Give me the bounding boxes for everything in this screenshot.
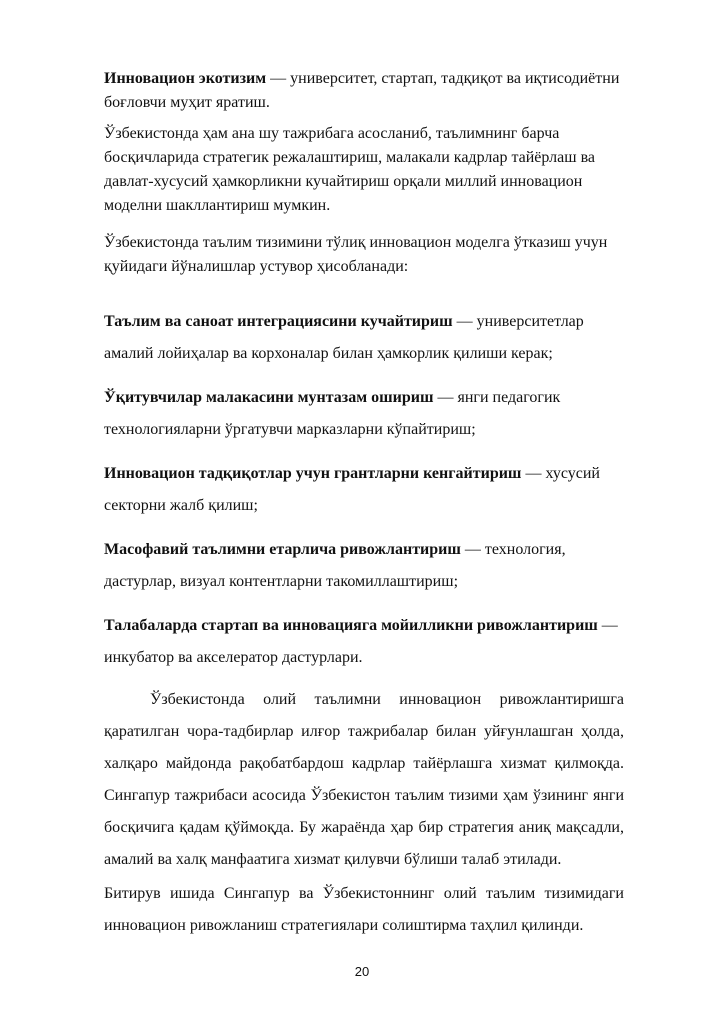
list-item-distance-learning xyxy=(104,534,624,598)
paragraph-text: Ўзбекистонда олий таълимни инновацион ривожлантиришга қаратилган чора-тадбирлар илғор тажрибалар билан уйғунлашган ҳолда, халқаро майдонда рақобатбардош кадрлар тайёрлашга хизмат қилмоқда. Сингапур тажрибаси асосида Ўзбекистон таълим тизими ҳам ўзининг янги босқичига қадам қўймоқда. Бу жараёнда ҳар бир стратегия аниқ мақсадли, амалий ва халқ манфаатига хизмат қилувчи бўлиши талаб этилади. xyxy=(104,691,624,868)
bold-term: Масофавий таълимни етарлича ривожлантириш xyxy=(104,541,461,558)
list-item-startup-innovation xyxy=(104,610,624,674)
page-number: 20 xyxy=(354,964,370,979)
paragraph-text: — технология, дастурлар, визуал контентларни такомиллаштириш; xyxy=(104,541,566,590)
list-item-teacher-qualification xyxy=(104,382,624,446)
paragraph-text: Битирув ишида Сингапур ва Ўзбекистоннинг олий таълим тизимидаги инновацион ривожланиш стратегиялари солиштирма таҳлил қилинди. xyxy=(104,885,624,934)
paragraph-text: Ўзбекистонда таълим тизимини тўлиқ инновацион моделга ўтказиш учун қуйидаги йўналишлар устувор ҳисобланади: xyxy=(104,234,608,275)
paragraph-text: Ўзбекистонда ҳам ана шу тажрибага асосланиб, таълимнинг барча босқичларида стратегик режалаштириш, малакали кадрлар тайёрлаш ва давлат-хусусий ҳамкорликни кучайтириш орқали миллий инновацион моделни шакллантириш мумкин. xyxy=(104,125,596,214)
paragraph-text: — хусусий секторни жалб қилиш; xyxy=(104,465,600,514)
bold-term: Инновацион тадқиқотлар учун грантларни кенгайтириш xyxy=(104,465,522,482)
paragraph-text: — янги педагогик технологияларни ўргатувчи марказларни кўпайтириш; xyxy=(104,389,561,438)
paragraph-thesis-analysis xyxy=(104,878,624,942)
bold-term: Таълим ва саноат интеграциясини кучайтириш xyxy=(104,313,453,330)
paragraph-priority-directions xyxy=(104,231,624,279)
bold-term: Ўқитувчилар малакасини мунтазам ошириш xyxy=(104,389,434,406)
paragraph-innovation-ecosystem xyxy=(104,67,624,115)
list-item-education-industry xyxy=(104,306,624,370)
bold-term: Талабаларда стартап ва инновацияга мойилликни ривожлантириш xyxy=(104,617,598,634)
paragraph-uzbekistan-experience xyxy=(104,122,624,218)
paragraph-text: — университетлар амалий лойиҳалар ва корхоналар билан ҳамкорлик қилиши керак; xyxy=(104,313,584,362)
bold-term: Инновацион экотизим xyxy=(104,70,267,87)
paragraph-text: — университет, стартап, тадқиқот ва иқтисодиётни боғловчи муҳит яратиш. xyxy=(104,70,620,111)
list-item-research-grants xyxy=(104,458,624,522)
paragraph-text: — инкубатор ва акселератор дастурлари. xyxy=(104,617,618,666)
paragraph-higher-education-measures xyxy=(104,684,624,876)
